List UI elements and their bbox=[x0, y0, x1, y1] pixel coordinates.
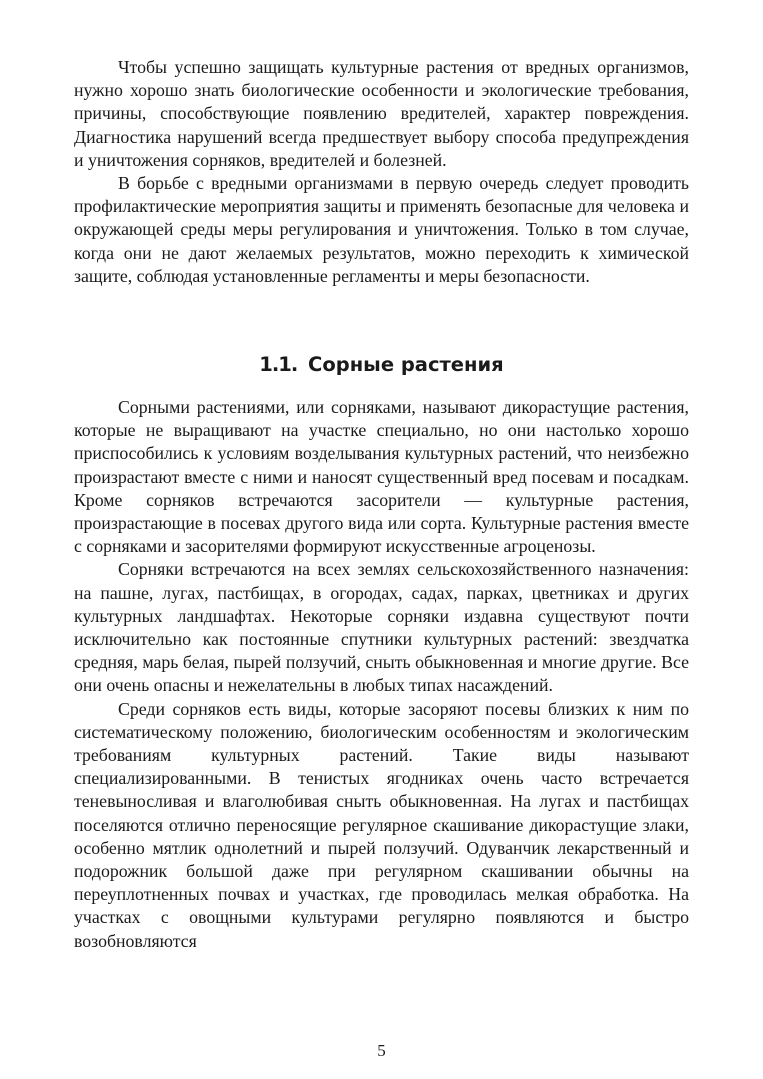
section-paragraph-1: Сорными растениями, или сорняками, называют дикорастущие растения, которые не выращивают на участке специально, но они настолько хорошо приспособились к условиям возделывания культурных растений, что неизбежно произрастают вместе с ними и наносят существенный вред посевам и посадкам. Кроме сорняков встречаются засорители — культурные растения, произрастающие в посевах другого вида или сорта. Культурные растения вместе с сорняками и засорителями формируют искусственные агроценозы. bbox=[74, 397, 689, 557]
page-number: 5 bbox=[377, 1041, 386, 1060]
section-paragraph-3: Среди сорняков есть виды, которые засоряют посевы близких к ним по систематическому положению, биологическим особенностям и экологическим требованиям культурных растений. Такие виды называют специализированными. В тенистых ягодниках очень часто встречается теневыносливая и влаголюбивая сныть обыкновенная. На лугах и пастбищах поселяются отлично переносящие регулярное скашивание дикорастущие злаки, особенно мятлик однолетний и пырей ползучий. Одуванчик лекарственный и подорожник большой даже при регулярном скашивании обычны на переуплотненных почвах и участках, где проводилась мелкая обработка. На участках с овощными культурами регулярно появляются и быстро возобновляются bbox=[74, 698, 689, 951]
section-paragraph-2: Сорняки встречаются на всех землях сельскохозяйственного назначения: на пашне, лугах, пастбищах, в огородах, садах, парках, цветниках и других культурных ландшафтах. Некоторые сорняки издавна существуют почти исключительно как постоянные спутники культурных растений: звездчатка средняя, марь белая, пырей ползучий, сныть обыкновенная и многие другие. Все они очень опасны и нежелательны в любых типах насаждений. bbox=[74, 559, 689, 696]
section-heading bbox=[74, 352, 689, 378]
intro-paragraph-2: В борьбе с вредными организмами в первую очередь следует проводить профилактические мероприятия защиты и применять безопасные для человека и окружающей среды меры регулирования и уничтожения. Только в том случае, когда они не дают желаемых результатов, можно переходить к химической защите, соблюдая установленные регламенты и меры безопасности. bbox=[74, 173, 689, 286]
intro-paragraph-1: Чтобы успешно защищать культурные растения от вредных организмов, нужно хорошо знать биологические особенности и экологические требования, причины, способствующие появлению вредителей, характер повреждения. Диагностика нарушений всегда предшествует выбору способа предупреждения и уничтожения сорняков, вредителей и болезней. bbox=[74, 57, 689, 170]
section-title: Сорные растения bbox=[308, 353, 504, 376]
intro-text-block bbox=[74, 56, 689, 288]
section-text-block bbox=[74, 396, 689, 953]
section-number: 1.1. bbox=[259, 353, 298, 376]
